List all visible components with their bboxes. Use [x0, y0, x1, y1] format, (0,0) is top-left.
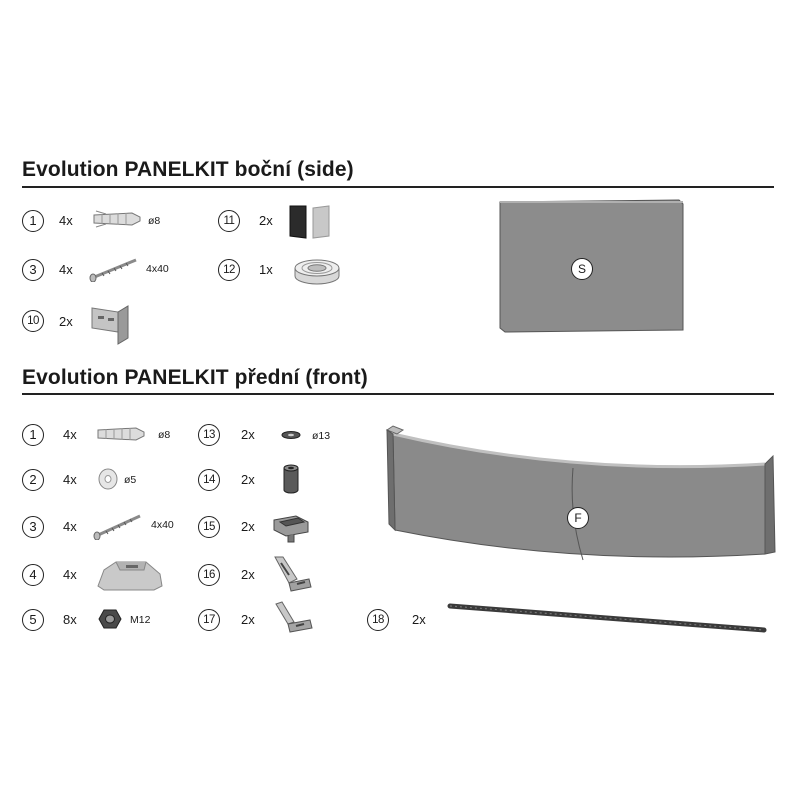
part-quantity: 2x — [241, 519, 255, 534]
front-panel-label: F — [567, 507, 589, 529]
part-number-badge: 3 — [22, 516, 44, 538]
mounting-clip-icon — [94, 556, 166, 592]
part-number-badge: 2 — [22, 469, 44, 491]
part-quantity: 2x — [412, 612, 426, 627]
part-spec: M12 — [130, 614, 151, 626]
part-number-badge: 1 — [22, 424, 44, 446]
part-quantity: 4x — [59, 213, 73, 228]
washer-icon — [98, 468, 118, 490]
part-number-badge: 10 — [22, 310, 44, 332]
part-quantity: 4x — [63, 567, 77, 582]
side-panel-label: S — [571, 258, 593, 280]
part-number-badge: 5 — [22, 609, 44, 631]
part-spec: ø13 — [312, 430, 331, 442]
part-number-badge: 17 — [198, 609, 220, 631]
part-number-badge: 12 — [218, 259, 240, 281]
slotted-bracket-icon — [271, 555, 315, 595]
wall-plug-icon — [96, 423, 150, 445]
l-bracket-icon — [272, 600, 316, 636]
wall-plug-icon — [92, 208, 146, 230]
tape-roll-icon — [292, 256, 342, 286]
part-number-badge: 3 — [22, 259, 44, 281]
part-number-badge: 14 — [198, 469, 220, 491]
part-quantity: 4x — [63, 472, 77, 487]
front-panel-drawing — [383, 424, 779, 566]
part-quantity: 2x — [241, 567, 255, 582]
part-number-badge: 15 — [198, 516, 220, 538]
part-quantity: 4x — [59, 262, 73, 277]
angle-bracket-icon — [88, 302, 132, 346]
screw-icon — [92, 512, 146, 540]
side-section-title: Evolution PANELKIT boční (side) — [22, 158, 354, 181]
part-number-badge: 11 — [218, 210, 240, 232]
part-quantity: 2x — [241, 427, 255, 442]
clamp-bracket-icon — [272, 508, 312, 544]
hex-nut-icon — [98, 608, 122, 630]
spacer-sleeve-icon — [281, 463, 301, 495]
small-washer-icon — [280, 430, 302, 440]
part-spec: ø8 — [158, 429, 171, 441]
part-quantity: 2x — [259, 213, 273, 228]
part-number-badge: 1 — [22, 210, 44, 232]
part-spec: 4x40 — [146, 263, 169, 275]
part-number-badge: 18 — [367, 609, 389, 631]
part-quantity: 8x — [63, 612, 77, 627]
part-quantity: 2x — [59, 314, 73, 329]
pad-pair-icon — [289, 205, 331, 239]
side-title-rule — [22, 186, 774, 188]
threaded-rod-icon — [446, 602, 768, 638]
part-spec: ø5 — [124, 474, 137, 486]
part-quantity: 2x — [241, 612, 255, 627]
part-spec: 4x40 — [151, 519, 174, 531]
part-number-badge: 13 — [198, 424, 220, 446]
part-spec: ø8 — [148, 215, 161, 227]
screw-icon — [88, 256, 142, 282]
part-quantity: 2x — [241, 472, 255, 487]
front-section-title: Evolution PANELKIT přední (front) — [22, 366, 368, 389]
part-number-badge: 16 — [198, 564, 220, 586]
part-quantity: 4x — [63, 427, 77, 442]
part-quantity: 1x — [259, 262, 273, 277]
part-quantity: 4x — [63, 519, 77, 534]
part-number-badge: 4 — [22, 564, 44, 586]
front-title-rule — [22, 393, 774, 395]
